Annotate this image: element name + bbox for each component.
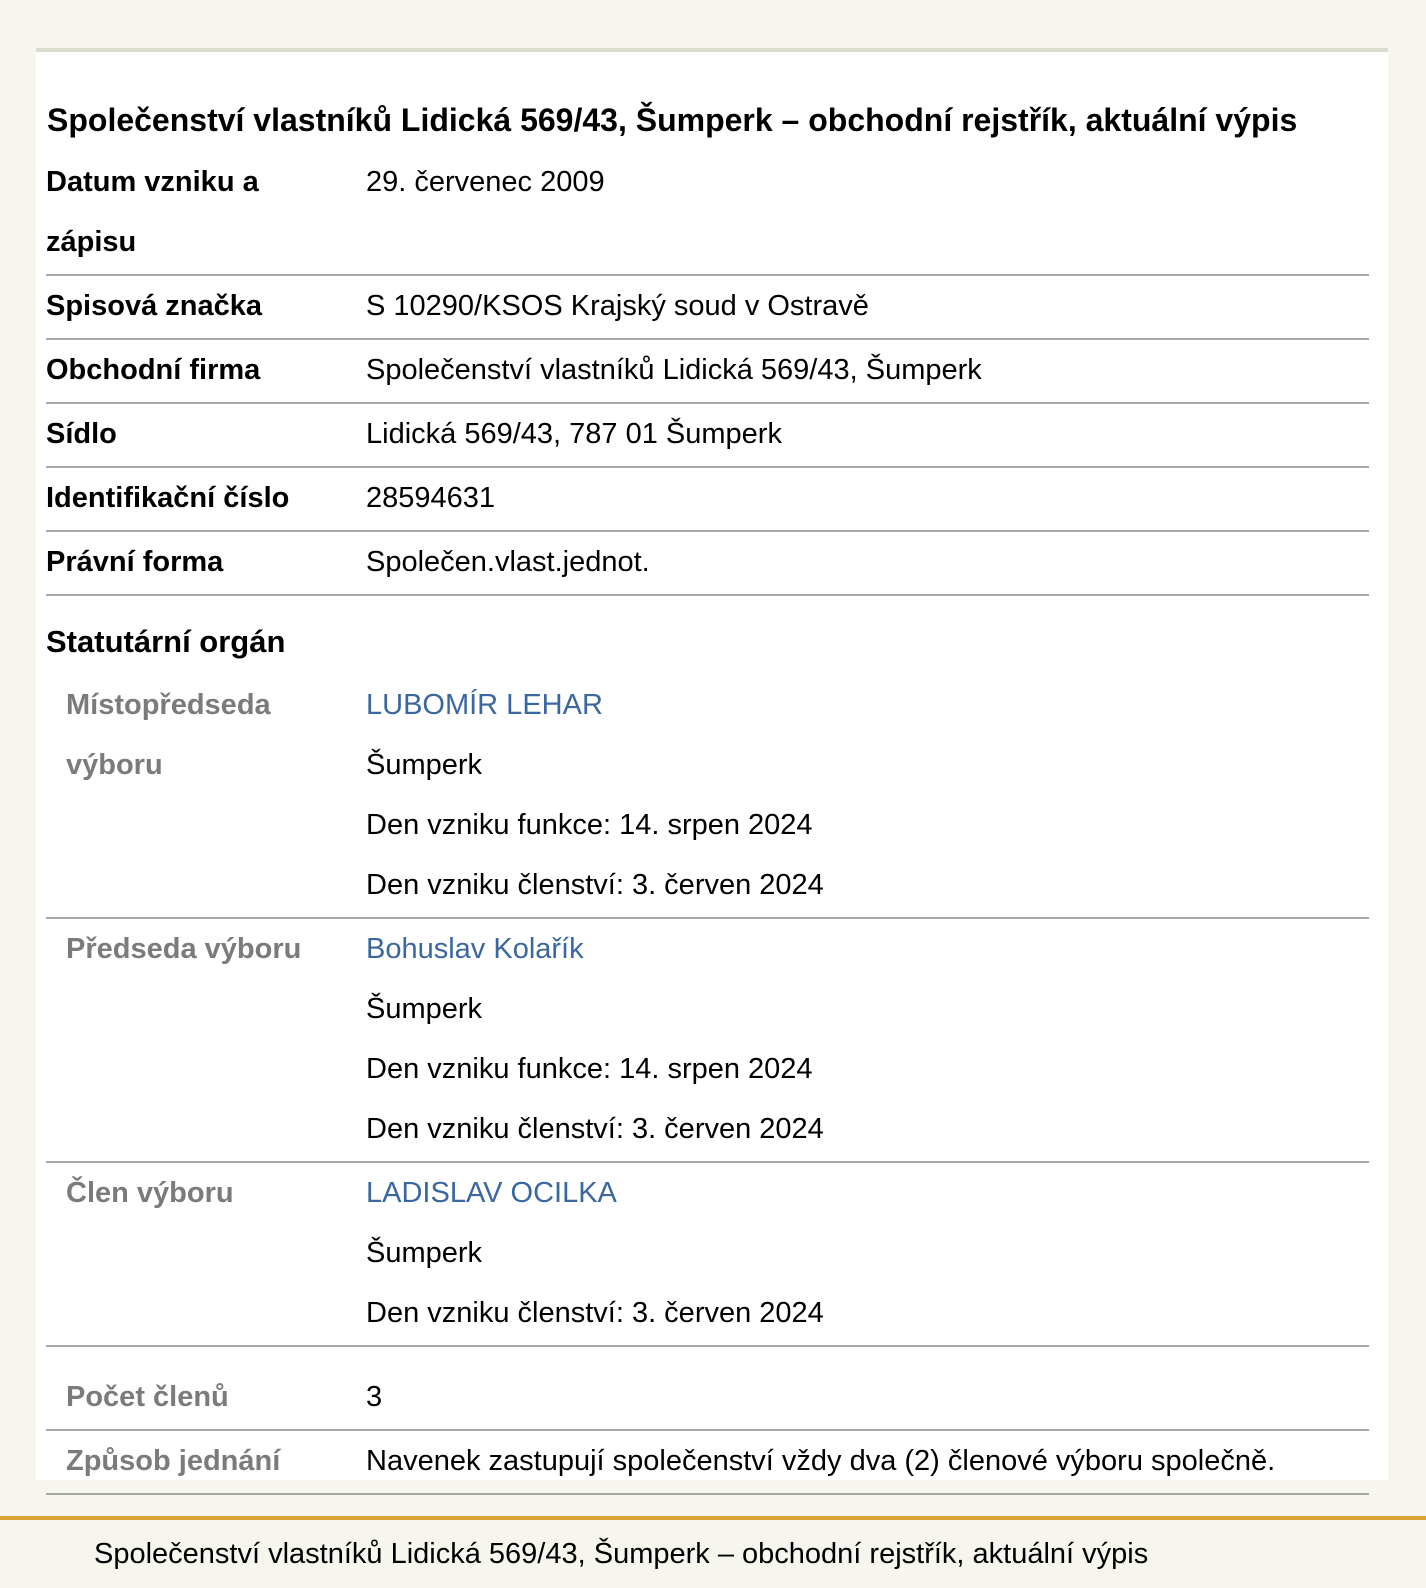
row-id-number xyxy=(46,468,1369,532)
member-name-link[interactable]: LUBOMÍR LEHAR xyxy=(366,689,603,721)
member-membership-start: Den vzniku členství: 3. červen 2024 xyxy=(366,1297,824,1329)
spacer xyxy=(46,1347,1369,1367)
label-manner: Způsob jednání xyxy=(66,1445,281,1477)
footer-text: Společenství vlastníků Lidická 569/43, Šumperk – obchodní rejstřík, aktuální výpis xyxy=(94,1538,1149,1570)
member-name-link[interactable]: LADISLAV OCILKA xyxy=(366,1177,617,1209)
member-role: Místopředseda výboru xyxy=(66,689,271,781)
row-file-number xyxy=(46,276,1369,340)
member-chair xyxy=(46,919,1369,1163)
value-member-count: 3 xyxy=(366,1381,383,1413)
value-founding-date: 29. červenec 2009 xyxy=(366,166,605,198)
value-legal-form: Společen.vlast.jednot. xyxy=(366,546,650,578)
member-city: Šumperk xyxy=(366,749,483,781)
value-manner: Navenek zastupují společenství vždy dva (2) členové výboru společně. xyxy=(366,1445,1276,1477)
row-business-name xyxy=(46,340,1369,404)
member-role: Člen výboru xyxy=(66,1177,234,1209)
extract-card xyxy=(36,48,1388,1480)
row-founding-date xyxy=(46,152,1369,276)
member-membership-start: Den vzniku členství: 3. červen 2024 xyxy=(366,869,824,901)
registry-table xyxy=(46,152,1369,1495)
member-function-start: Den vzniku funkce: 14. srpen 2024 xyxy=(366,1053,813,1085)
member-details xyxy=(366,675,1369,915)
statutory-heading: Statutární orgán xyxy=(46,624,286,659)
label-business-name: Obchodní firma xyxy=(46,354,261,386)
label-seat: Sídlo xyxy=(46,418,117,450)
member-city: Šumperk xyxy=(366,993,483,1025)
label-file-number: Spisová značka xyxy=(46,290,262,322)
member-details xyxy=(366,1163,1369,1343)
row-manner xyxy=(46,1431,1369,1495)
row-legal-form xyxy=(46,532,1369,596)
label-legal-form: Právní forma xyxy=(46,546,224,578)
label-member-count: Počet členů xyxy=(66,1381,229,1413)
row-member-count xyxy=(46,1367,1369,1431)
value-file-number: S 10290/KSOS Krajský soud v Ostravě xyxy=(366,290,869,322)
value-business-name: Společenství vlastníků Lidická 569/43, Šumperk xyxy=(366,354,982,386)
value-seat: Lidická 569/43, 787 01 Šumperk xyxy=(366,418,782,450)
member-role: Předseda výboru xyxy=(66,933,302,965)
member-name-link[interactable]: Bohuslav Kolařík xyxy=(366,933,584,965)
member-details xyxy=(366,919,1369,1159)
footer xyxy=(0,1516,1426,1588)
member-function-start: Den vzniku funkce: 14. srpen 2024 xyxy=(366,809,813,841)
member-committee xyxy=(46,1163,1369,1347)
label-id-number: Identifikační číslo xyxy=(46,482,290,514)
member-vice-chair xyxy=(46,675,1369,919)
member-city: Šumperk xyxy=(366,1237,483,1269)
value-id-number: 28594631 xyxy=(366,482,496,514)
page-title: Společenství vlastníků Lidická 569/43, Šumperk – obchodní rejstřík, aktuální výpis xyxy=(47,102,1298,138)
member-membership-start: Den vzniku členství: 3. červen 2024 xyxy=(366,1113,824,1145)
label-founding-date: Datum vzniku a zápisu xyxy=(46,166,259,258)
row-seat xyxy=(46,404,1369,468)
